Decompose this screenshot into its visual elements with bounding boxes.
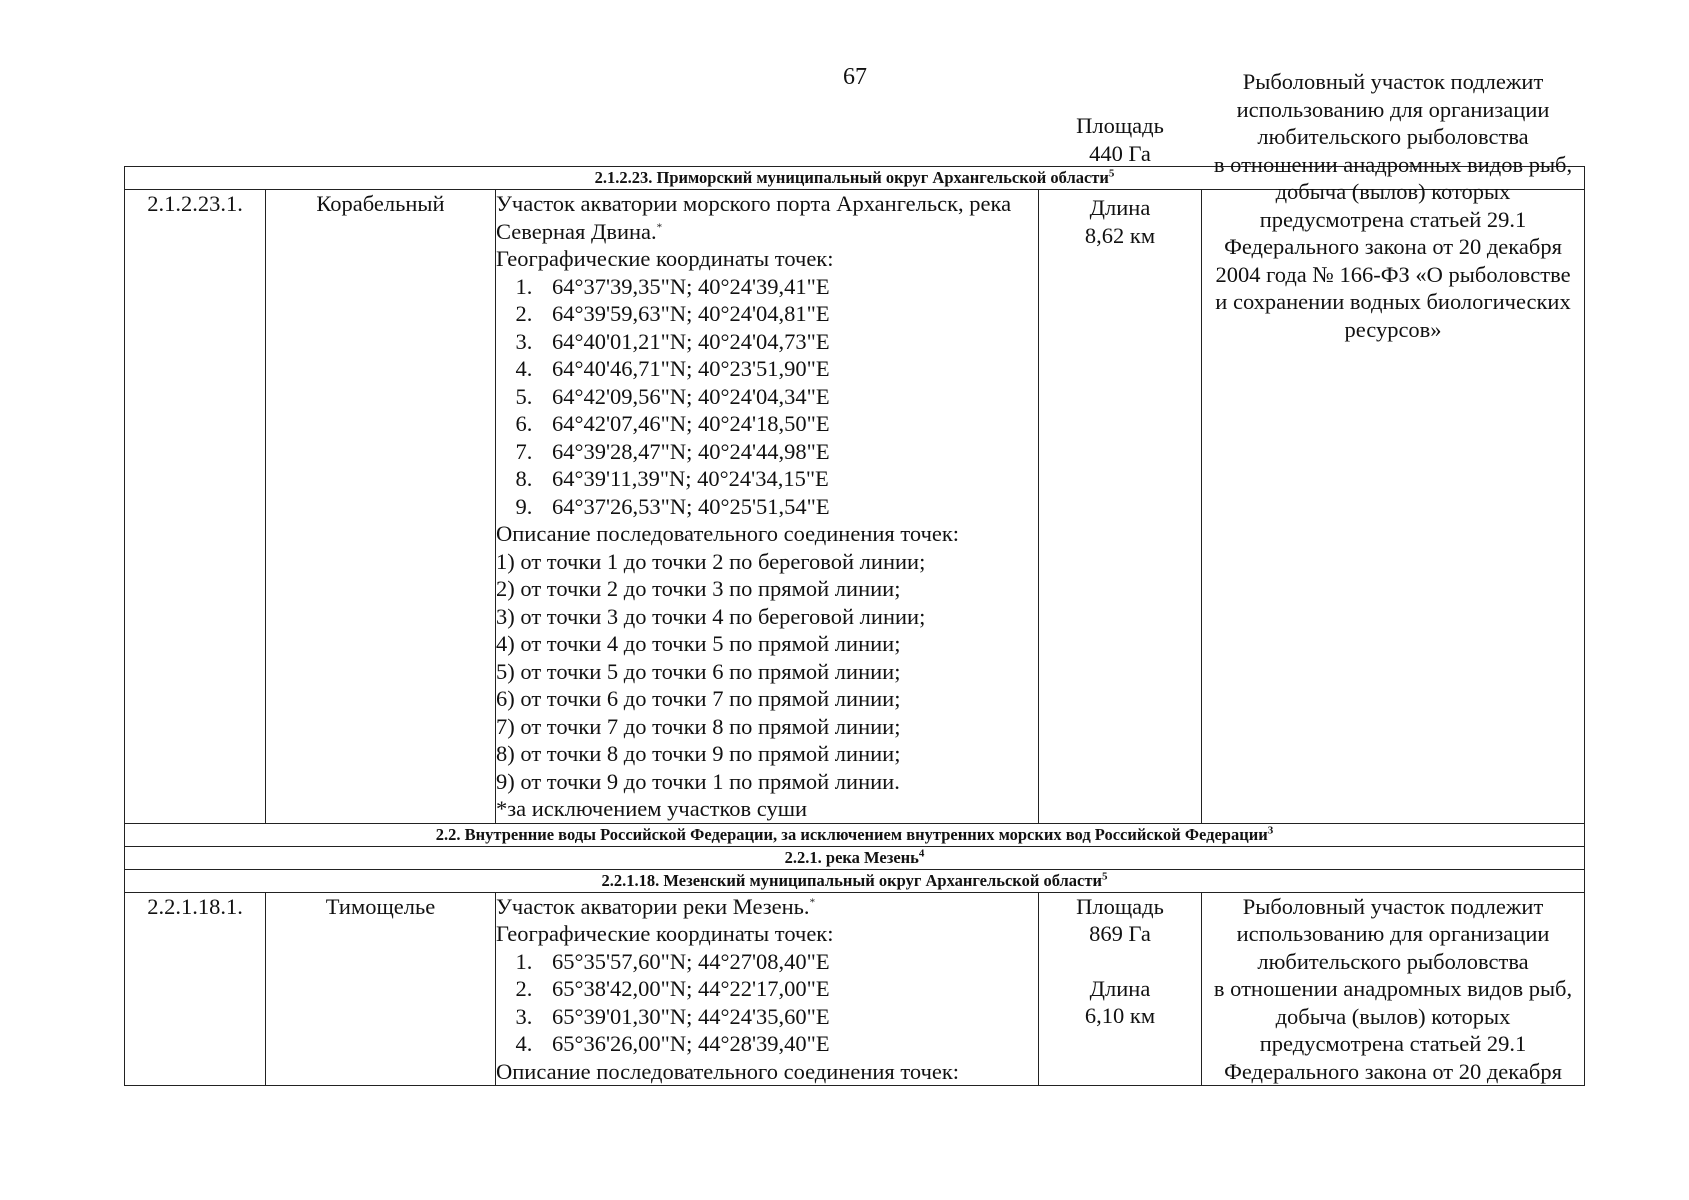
footnote-marker: 5 xyxy=(1108,167,1115,180)
area-description xyxy=(496,892,1039,1086)
area-name: Корабельный xyxy=(266,190,496,824)
coordinate-item: 5. 64°42'09,56"N; 40°24'04,34"E xyxy=(538,383,1038,411)
section-header-row xyxy=(125,869,1585,892)
coordinate-item: 8. 64°39'11,39"N; 40°24'34,15"E xyxy=(538,465,1038,493)
section-header-text: 2.1.2.23. Приморский муниципальный округ Архангельской области xyxy=(594,168,1109,187)
connection-item: 9) от точки 9 до точки 1 по прямой линии. xyxy=(496,768,900,794)
usage-cell xyxy=(1202,69,1585,824)
connection-item: 2) от точки 2 до точки 3 по прямой линии; xyxy=(496,576,901,601)
connection-item: 8) от точки 8 до точки 9 по прямой линии; xyxy=(496,741,901,766)
usage-line: в отношении анадромных видов рыб, xyxy=(1213,151,1573,177)
coordinate-item: 4. 64°40'46,71"N; 40°23'51,90"E xyxy=(538,355,1038,383)
coordinate-item: 1. 65°35'57,60"N; 44°27'08,40"E xyxy=(538,948,1038,976)
coordinate-item: 2. 64°39'59,63"N; 40°24'04,81"E xyxy=(538,300,1038,328)
usage-line: и сохранении водных биологических xyxy=(1215,289,1571,314)
connection-item: 4) от точки 4 до точки 5 по прямой линии; xyxy=(496,631,901,656)
usage-line: Рыболовный участок подлежит xyxy=(1242,893,1544,919)
page-number: 67 xyxy=(843,64,867,90)
footnote-marker: 4 xyxy=(918,847,925,859)
usage-line: использованию для организации xyxy=(1236,921,1550,946)
connections-list xyxy=(496,548,1038,796)
length-label: Длина xyxy=(1089,195,1151,220)
usage-cell xyxy=(1202,892,1585,1086)
coordinate-item: 1. 64°37'39,35"N; 40°24'39,41"E xyxy=(538,273,1038,301)
coordinate-item: 6. 64°42'07,46"N; 40°24'18,50"E xyxy=(538,410,1038,438)
section-header-text: 2.2.1. река Мезень xyxy=(784,847,919,867)
length-value: 6,10 км xyxy=(1084,1003,1156,1028)
coordinate-item: 3. 64°40'01,21"N; 40°24'04,73"E xyxy=(538,328,1038,356)
usage-line: предусмотрена статьей 29.1 xyxy=(1259,206,1527,232)
usage-line: любительского рыболовства xyxy=(1257,124,1529,149)
area-number: 2.1.2.23.1. xyxy=(125,190,266,824)
footnote-marker: * xyxy=(809,896,816,908)
coords-label: Географические координаты точек: xyxy=(496,921,834,946)
section-header-row xyxy=(125,823,1585,846)
connection-item: 5) от точки 5 до точки 6 по прямой линии; xyxy=(496,658,901,684)
footnote-marker: * xyxy=(656,221,663,233)
connection-item: 1) от точки 1 до точки 2 по береговой линии; xyxy=(496,548,926,574)
usage-text xyxy=(1202,893,1584,1086)
usage-line: Рыболовный участок подлежит xyxy=(1242,69,1544,94)
usage-line: Федерального закона от 20 декабря xyxy=(1224,234,1562,259)
section-header xyxy=(125,846,1585,869)
description-intro: Участок акватории реки Мезень. xyxy=(496,893,810,919)
length-value: 8,62 км xyxy=(1084,222,1156,248)
length-label: Длина xyxy=(1089,975,1151,1001)
usage-line: использованию для организации xyxy=(1236,96,1550,122)
area-value: 440 Га xyxy=(1089,140,1151,166)
fishing-areas-table xyxy=(124,69,1585,1086)
description-intro: Участок акватории морского порта Архангельск, река Северная Двина. xyxy=(496,191,1012,244)
section-header-row xyxy=(125,846,1585,869)
section-header xyxy=(125,823,1585,846)
connection-label: Описание последовательного соединения точек: xyxy=(496,521,960,546)
usage-line: в отношении анадромных видов рыб, xyxy=(1213,976,1573,1001)
area-label: Площадь xyxy=(1076,893,1164,919)
usage-text xyxy=(1202,68,1584,343)
area-size-cell xyxy=(1039,113,1202,824)
footnote-marker: 3 xyxy=(1267,824,1274,836)
area-number: 2.2.1.18.1. xyxy=(125,892,266,1086)
coordinates-list xyxy=(496,948,1038,1058)
coords-label: Географические координаты точек: xyxy=(496,246,834,271)
usage-line: Федерального закона от 20 декабря xyxy=(1224,1058,1562,1084)
connection-item: 6) от точки 6 до точки 7 по прямой линии; xyxy=(496,686,901,711)
usage-line: ресурсов» xyxy=(1344,316,1442,342)
area-description xyxy=(496,190,1039,824)
footnote-marker: 5 xyxy=(1102,870,1108,882)
coordinate-item: 3. 65°39'01,30"N; 44°24'35,60"E xyxy=(538,1003,1038,1031)
usage-line: добыча (вылов) которых xyxy=(1275,179,1511,204)
area-label: Площадь xyxy=(1076,113,1164,138)
table-row xyxy=(125,190,1585,824)
coordinate-item: 4. 65°36'26,00"N; 44°28'39,40"E xyxy=(538,1030,1038,1058)
coordinate-item: 9. 64°37'26,53"N; 40°25'51,54"E xyxy=(538,493,1038,521)
section-header-text: 2.2.1.18. Мезенский муниципальный округ Архангельской области xyxy=(601,870,1102,890)
area-size-cell xyxy=(1039,892,1202,1086)
connection-item: 3) от точки 3 до точки 4 по береговой линии; xyxy=(496,603,926,629)
area-value: 869 Га xyxy=(1089,921,1151,946)
section-header-text: 2.2. Внутренние воды Российской Федерации, за исключением внутренних морских вод Российской Федерации xyxy=(435,824,1268,844)
usage-line: добыча (вылов) которых xyxy=(1275,1003,1511,1029)
usage-line: 2004 года № 166-ФЗ «О рыболовстве xyxy=(1215,261,1571,287)
usage-line: предусмотрена статьей 29.1 xyxy=(1259,1031,1527,1056)
section-header xyxy=(125,869,1585,892)
connection-item: 7) от точки 7 до точки 8 по прямой линии; xyxy=(496,713,901,739)
coordinate-item: 2. 65°38'42,00"N; 44°22'17,00"E xyxy=(538,975,1038,1003)
usage-line: любительского рыболовства xyxy=(1257,948,1529,974)
coordinate-item: 7. 64°39'28,47"N; 40°24'44,98"E xyxy=(538,438,1038,466)
coordinates-list xyxy=(496,273,1038,521)
connection-label: Описание последовательного соединения точек: xyxy=(496,1058,960,1084)
table-row xyxy=(125,892,1585,1086)
footnote-text: *за исключением участков суши xyxy=(496,796,808,821)
area-name: Тимощелье xyxy=(266,892,496,1086)
